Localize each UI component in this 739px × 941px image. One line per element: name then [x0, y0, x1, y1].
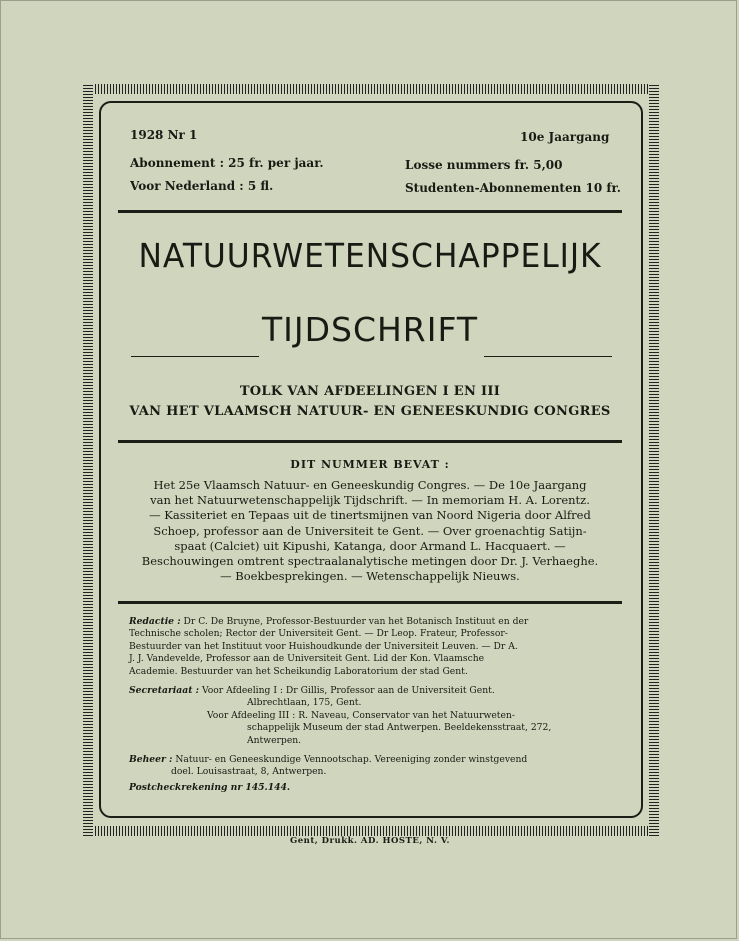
secretariaat-line: schappelijk Museum der stad Antwerpen. Beeldekensstraat, 272, — [247, 722, 552, 734]
journal-title: NATUURWETENSCHAPPELIJK — [138, 236, 602, 275]
divider — [118, 601, 622, 604]
contents-line: — Boekbesprekingen. — Wetenschappelijk Nieuws. — [220, 569, 520, 584]
contents-line: — Kassiteriet en Tepaas uit de tinertsmijnen van Noord Nigeria door Alfred — [149, 508, 591, 523]
beheer-label: Beheer : — [129, 754, 173, 765]
single-issue-price: Losse nummers fr. 5,00 — [405, 158, 563, 172]
contents-line: Beschouwingen omtrent spectraalanalytische metingen door Dr. J. Verhaeghe. — [141, 554, 599, 569]
beheer-line: Natuur- en Geneeskundige Vennootschap. Vereeniging zonder winstgevend — [175, 754, 528, 765]
editorial-board — [129, 616, 613, 678]
redactie-line: Bestuurder van het Instituut voor Huishoudkunde der Universiteit Leuven. — Dr A. — [129, 640, 518, 652]
divider — [131, 356, 259, 357]
beheer-line: doel. Louisastraat, 8, Antwerpen. — [171, 766, 327, 778]
contents-line: van het Natuurwetenschappelijk Tijdschrift. — In memoriam H. A. Lorentz. — [150, 493, 590, 508]
netherlands-price: Voor Nederland : 5 fl. — [130, 179, 274, 193]
secretariaat-line: Antwerpen. — [247, 734, 302, 746]
redactie-line: Academie. Bestuurder van het Scheikundig Laboratorium der stad Gent. — [129, 665, 468, 677]
contents-line: spaat (Calciet) uit Kipushi, Katanga, door Armand L. Hacquaert. — — [174, 538, 566, 553]
divider — [118, 210, 622, 213]
secretariat — [129, 685, 613, 747]
subtitle-line1: TOLK VAN AFDEELINGEN I EN III — [239, 384, 501, 399]
divider — [484, 356, 612, 357]
contents-line: Het 25e Vlaamsch Natuur- en Geneeskundig Congres. — De 10e Jaargang — [153, 478, 587, 492]
subscription-price: Abonnement : 25 fr. per jaar. — [130, 156, 324, 170]
student-price: Studenten-Abonnementen 10 fr. — [405, 181, 621, 195]
subtitle-line2: VAN HET VLAAMSCH NATUUR- EN GENEESKUNDIG CONGRES — [129, 404, 611, 419]
secretariaat-line: Voor Afdeeling III : R. Naveau, Conservator van het Natuurweten- — [207, 709, 515, 721]
divider — [118, 440, 622, 443]
printer-note: Gent, Drukk. AD. HOSTE, N. V. — [289, 836, 450, 846]
issue-number: 1928 Nr 1 — [130, 128, 198, 142]
redactie-line: Technische scholen; Rector der Universiteit Gent. — Dr Leop. Frateur, Professor- — [129, 628, 508, 640]
postal-account: Postcheckrekening nr 145.144. — [129, 782, 291, 793]
redactie-line: Dr C. De Bruyne, Professor-Bestuurder van het Botanisch Instituut en der — [183, 616, 529, 627]
redactie-line: J. J. Vandevelde, Professor aan de Universiteit Gent. Lid der Kon. Vlaamsche — [129, 653, 485, 665]
contents-line: Schoep, professor aan de Universiteit te Gent. — Over groenachtig Satijn- — [153, 523, 587, 538]
contents-heading: DIT NUMMER BEVAT : — [290, 458, 450, 471]
redactie-label: Redactie : — [129, 616, 181, 627]
management — [129, 754, 613, 779]
secretariaat-line: Voor Afdeeling I : Dr Gillis, Professor aan de Universiteit Gent. — [201, 685, 495, 696]
secretariaat-line: Albrechtlaan, 175, Gent. — [247, 697, 362, 709]
journal-title-line2: TIJDSCHRIFT — [261, 310, 479, 349]
volume: 10e Jaargang — [520, 130, 610, 144]
secretariaat-label: Secretariaat : — [129, 685, 200, 696]
contents-list — [130, 478, 610, 584]
